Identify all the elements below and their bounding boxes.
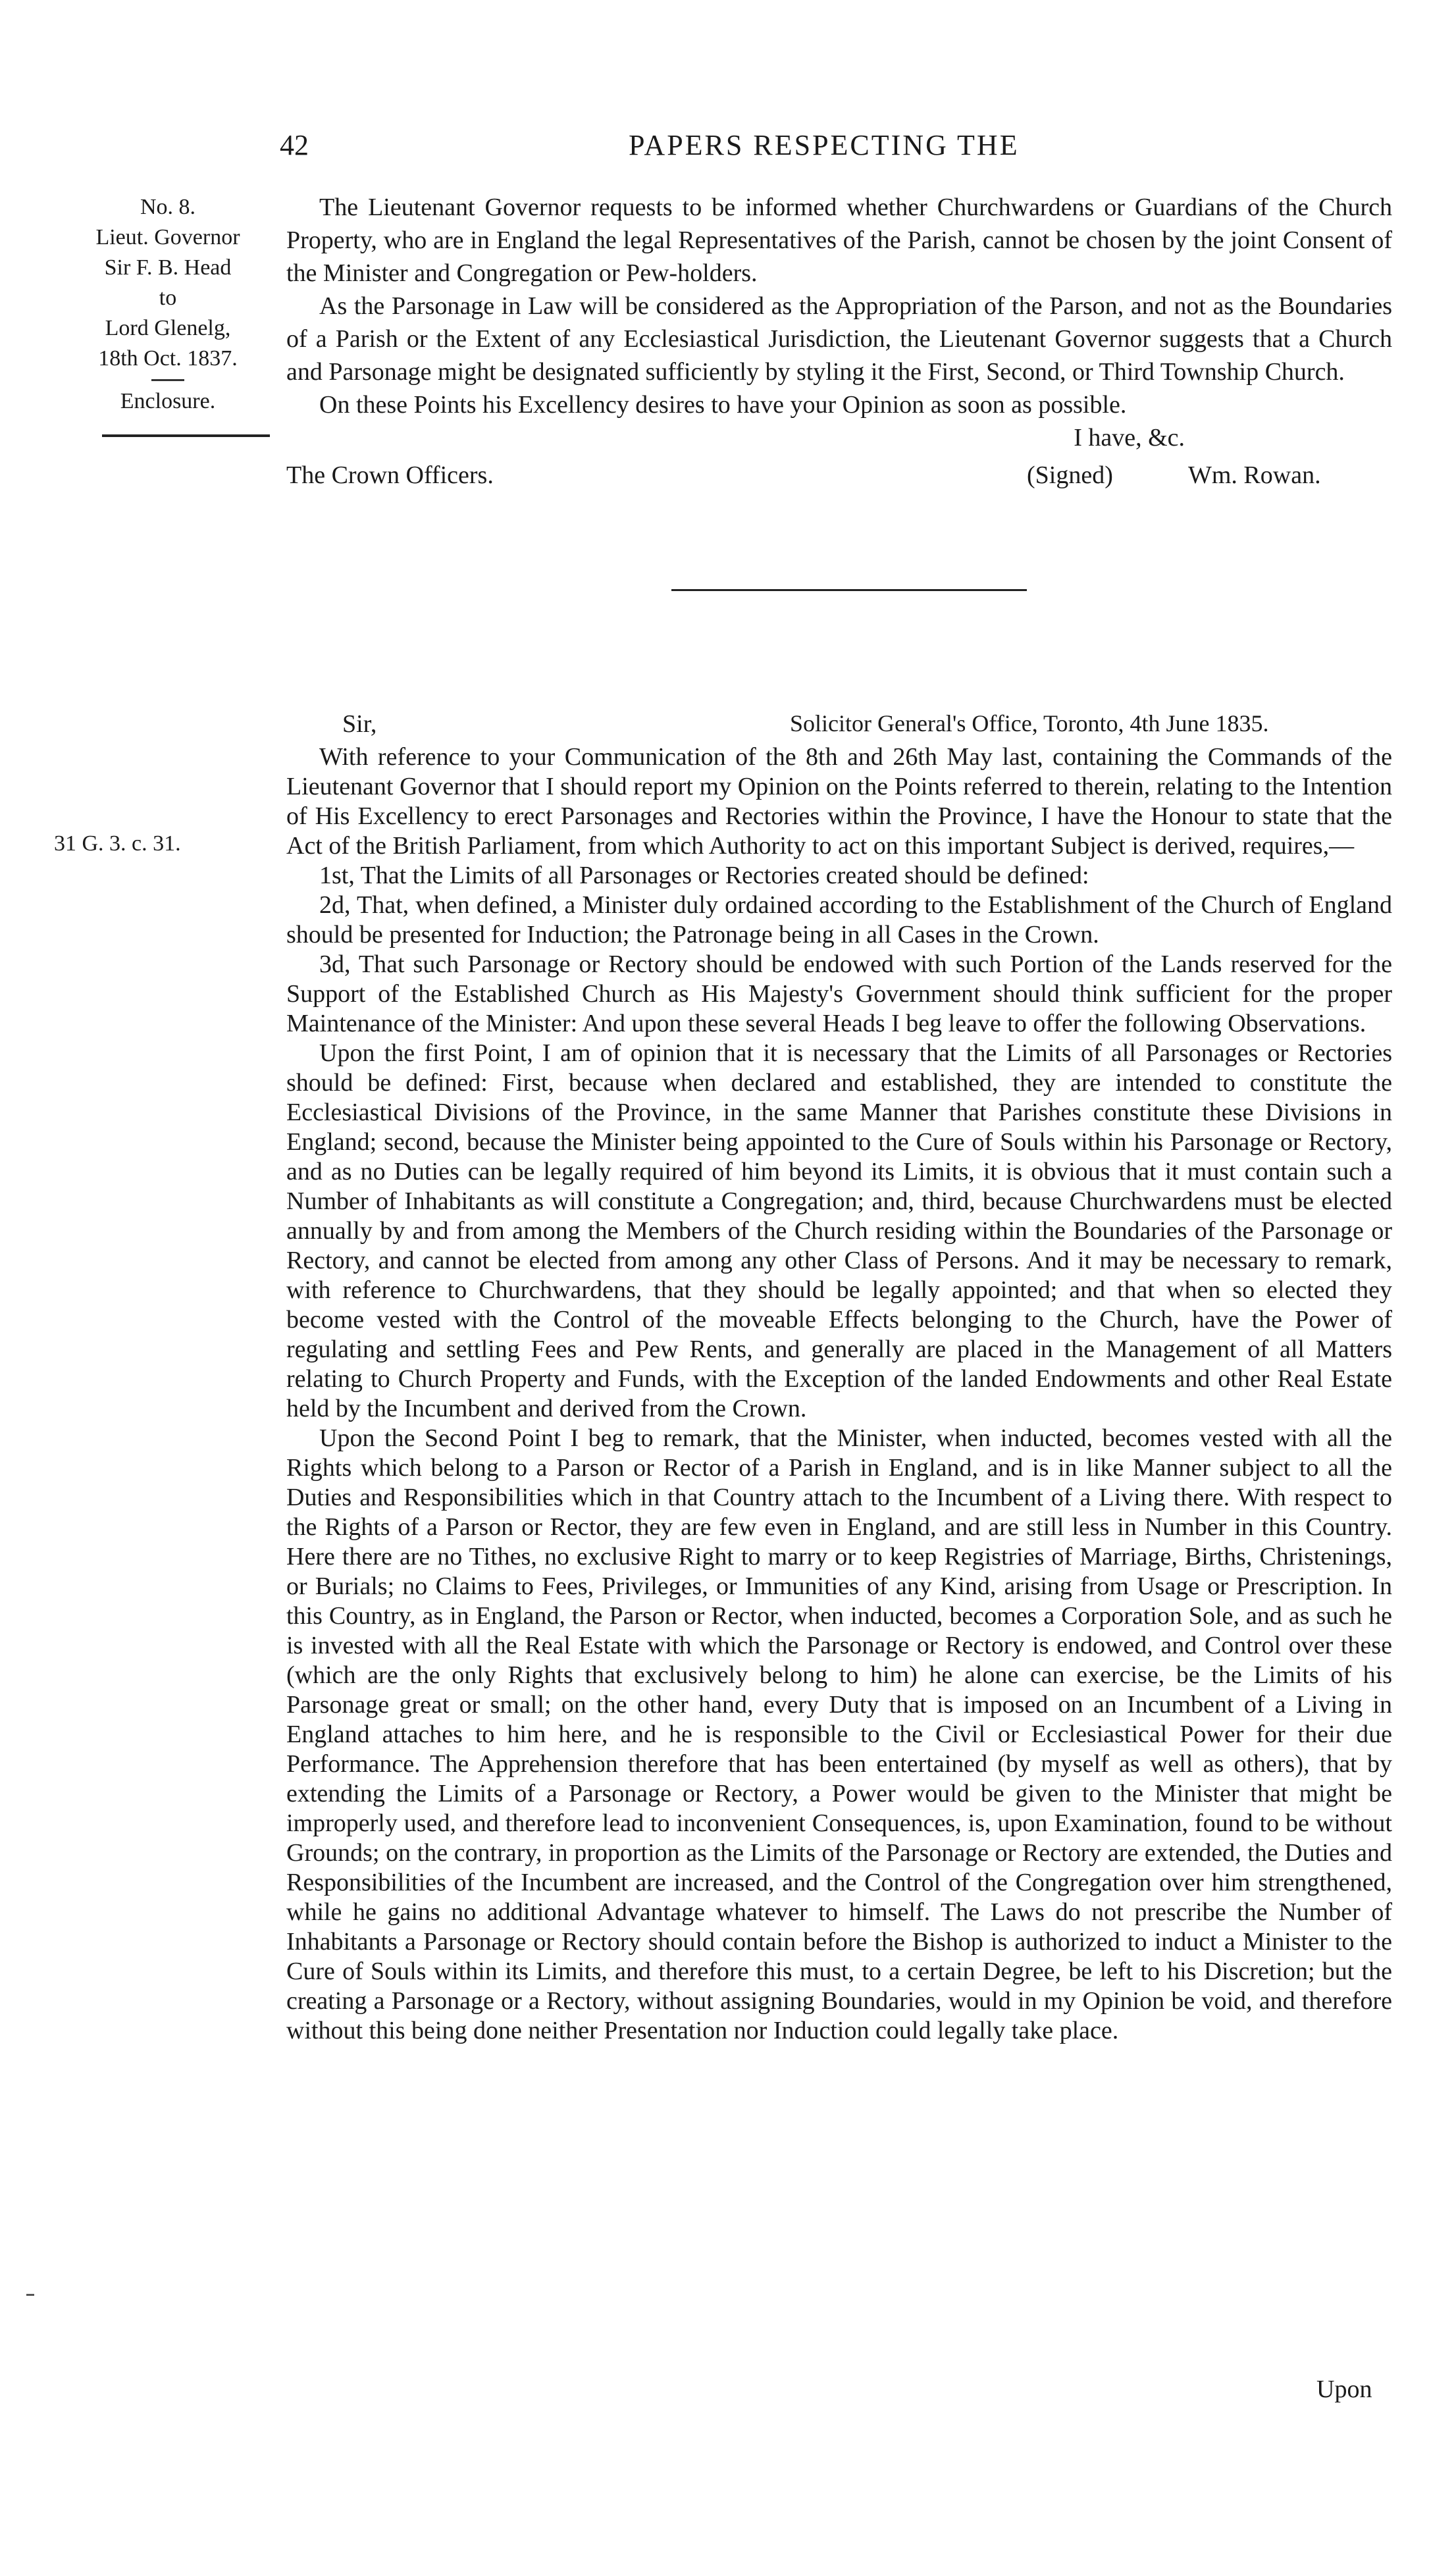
paragraph: 1st, That the Limits of all Parsonages or Rectories created should be defined:: [319, 862, 1089, 889]
catchword: Upon: [1316, 2375, 1372, 2403]
section-divider: [671, 589, 1027, 591]
paragraph: On these Points his Excellency desires to have your Opinion as soon as possible.: [319, 391, 1127, 419]
letter-two-body: [286, 742, 1392, 2046]
margin-note-rule: [102, 434, 270, 437]
margin-note-dash: [151, 379, 184, 381]
margin-note-enclosure: Enclosure.: [120, 389, 216, 413]
paragraph: The Lieutenant Governor requests to be informed whether Churchwardens or Guardians of the Church Property, who are in England the legal Representatives of the Parish, cannot be chosen by the joint Consent of the Minister and Congregation or Pew-holders.: [286, 194, 1392, 287]
margin-note-line: Lieut. Governor: [95, 225, 240, 249]
addressee: The Crown Officers.: [286, 461, 494, 489]
signature: Wm. Rowan.: [1188, 461, 1321, 489]
margin-note-number: No. 8.: [140, 195, 196, 219]
margin-note: [66, 192, 270, 417]
paragraph: 2d, That, when defined, a Minister duly ordained according to the Establishment of the Church of England should be presented for Induction; the Patronage being in all Cases in the Crown.: [286, 891, 1392, 948]
edge-mark: [26, 2294, 34, 2296]
paragraph: 3d, That such Parsonage or Rectory should be endowed with such Portion of the Lands reserved for the Support of the Established Church as His Majesty's Government should think sufficient for the proper Maintenance of the Minister: And upon these several Heads I beg leave to offer the following Observations.: [286, 950, 1392, 1037]
paragraph: As the Parsonage in Law will be considered as the Appropriation of the Parson, and not as the Boundaries of a Parish or the Extent of any Ecclesiastical Jurisdiction, the Lieutenant Governor suggests that a Church and Parsonage might be designated sufficiently by styling it the First, Second, or Third Township Church.: [286, 292, 1392, 386]
running-title: PAPERS RESPECTING THE: [629, 129, 1020, 161]
paragraph: Upon the first Point, I am of opinion that it is necessary that the Limits of all Parsonages or Rectories should be defined: First, because when declared and established, they are intended to constitute the Ecclesiastical Divisions of the Province, in the same Manner that Parishes constitute these Divisions in England; second, because the Minister being appointed to the Cure of Souls within his Parsonage or Rectory, and as no Duties can be legally required of him beyond its Limits, it is obvious that it must contain such a Number of Inhabitants as will constitute a Congregation; and, third, because Churchwardens must be elected annually by and from among the Members of the Church residing within the Boundaries of the Parsonage or Rectory, and cannot be elected from among any other Class of Persons. And it may be necessary to remark, with reference to Churchwardens, that they should be legally appointed; and that when so elected they become vested with the Control of the moveable Effects belonging to the Church, have the Power of regulating and settling Fees and Pew Rents, and generally are placed in the Management of all Matters relating to Church Property and Funds, with the Exception of the landed Endowments and other Real Estate held by the Incumbent and derived from the Crown.: [286, 1039, 1392, 1422]
paragraph: Upon the Second Point I beg to remark, that the Minister, when inducted, becomes vested with all the Rights which belong to a Parson or Rector of a Parish in England, and is in like Manner subject to all the Duties and Responsibilities which in that Country attach to the Incumbent of a Living there. With respect to the Rights of a Parson or Rector, they are few even in England, and are still less in Number in this Country. Here there are no Tithes, no exclusive Right to marry or to keep Registries of Marriage, Births, Christenings, or Burials; no Claims to Fees, Privileges, or Immunities of any Kind, arising from Usage or Prescription. In this Country, as in England, the Parson or Rector, when inducted, becomes a Corporation Sole, and as such he is invested with all the Real Estate with which the Parsonage or Rectory is endowed, and Control over these (which are the only Rights that exclusively belong to him) he alone can exercise, be the Limits of his Parsonage great or small; on the other hand, every Duty that is imposed on an Incumbent of a Living in England attaches to him here, and he is responsible to the Civil or Ecclesiastical Power for their due Performance. The Apprehension therefore that has been entertained (by myself as well as others), that by extending the Limits of a Parsonage or Rectory, a Power would be given to the Minister that might be improperly used, and therefore lead to inconvenient Consequences, is, upon Examination, found to be without Grounds; on the contrary, in proportion as the Limits of the Parsonage or Rectory are extended, the Duties and Responsibilities of the Incumbent are increased, and the Control of the Congregation over him strengthened, while he gains no additional Advantage whatever to himself. The Laws do not prescribe the Number of Inhabitants a Parsonage or Rectory should contain before the Bishop is authorized to induct a Minister to the Cure of Souls within its Limits, and therefore this must, to a certain Degree, be left to his Discretion; but the creating a Parsonage or a Rectory, without assigning Boundaries, would in my Opinion be void, and therefore without this being done neither Presentation nor Induction could legally take place.: [286, 1424, 1392, 2044]
salutation: Sir,: [342, 710, 377, 738]
page-number: 42: [280, 129, 309, 161]
margin-note-line: Lord Glenelg,: [105, 316, 231, 340]
paragraph: With reference to your Communication of the 8th and 26th May last, containing the Commands of the Lieutenant Governor that I should report my Opinion on the Points referred to therein, relating to the Intention of His Excellency to erect Parsonages and Rectories within the Province, I have the Honour to state that the Act of the British Parliament, from which Authority to act on this important Subject is derived, requires,—: [286, 743, 1392, 860]
office-date-line: Solicitor General's Office, Toronto, 4th June 1835.: [790, 710, 1269, 737]
margin-note-line: 18th Oct. 1837.: [98, 346, 238, 371]
signed-label: (Signed): [1027, 461, 1113, 489]
margin-note-line: Sir F. B. Head: [104, 255, 232, 280]
letter-one-body: [286, 191, 1392, 454]
closing: I have, &c.: [1074, 424, 1185, 452]
statute-reference: 31 G. 3. c. 31.: [54, 831, 181, 856]
margin-note-line: to: [159, 286, 177, 310]
